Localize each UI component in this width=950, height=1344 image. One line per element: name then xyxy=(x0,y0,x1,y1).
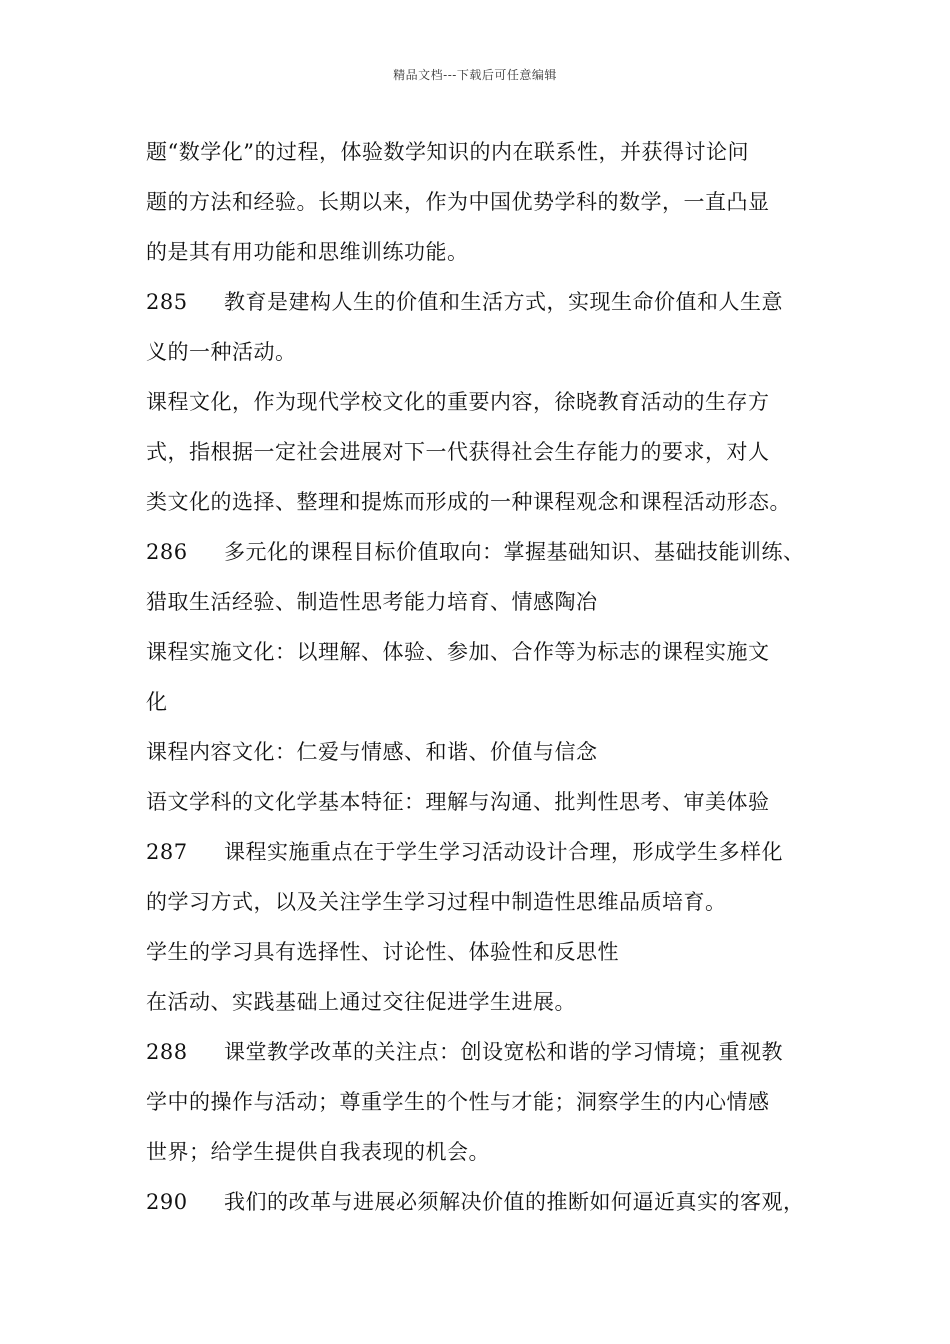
numbered-line xyxy=(146,1182,836,1232)
item-number: 288 xyxy=(146,1040,188,1064)
text-line: 义的一种活动。 xyxy=(146,340,297,364)
text-line: 学生的学习具有选择性、讨论性、体验性和反思性 xyxy=(146,940,619,964)
item-number: 290 xyxy=(146,1190,188,1214)
numbered-line xyxy=(146,282,836,332)
text-line: 的学习方式，以及关注学生学习过程中制造性思维品质培育。 xyxy=(146,890,727,914)
text-line: 的是其有用功能和思维训练功能。 xyxy=(146,240,469,264)
item-text: 课堂教学改革的关注点：创设宽松和谐的学习情境；重视教 xyxy=(224,1040,783,1064)
text-line: 课程实施文化：以理解、体验、参加、合作等为标志的课程实施文 xyxy=(146,640,770,664)
text-line: 式，指根据一定社会进展对下一代获得社会生存能力的要求，对人 xyxy=(146,440,770,464)
item-number: 287 xyxy=(146,840,188,864)
text-line: 类文化的选择、整理和提炼而形成的一种课程观念和课程活动形态。 xyxy=(146,490,791,514)
text-line: 题的方法和经验。长期以来，作为中国优势学科的数学，一直凸显 xyxy=(146,190,770,214)
numbered-line xyxy=(146,1032,836,1082)
item-number: 285 xyxy=(146,290,188,314)
text-line: 化 xyxy=(146,690,168,714)
item-number: 286 xyxy=(146,540,188,564)
text-line: 猎取生活经验、制造性思考能力培育、情感陶冶 xyxy=(146,590,598,614)
text-line: 在活动、实践基础上通过交往促进学生进展。 xyxy=(146,990,576,1014)
item-text: 多元化的课程目标价值取向：掌握基础知识、基础技能训练、 xyxy=(224,540,805,564)
document-body xyxy=(146,132,836,1232)
text-line: 课程文化，作为现代学校文化的重要内容，徐晓教育活动的生存方 xyxy=(146,390,770,414)
text-line: 题“数学化”的过程，体验数学知识的内在联系性，并获得讨论问 xyxy=(146,140,749,164)
text-line: 语文学科的文化学基本特征：理解与沟通、批判性思考、审美体验 xyxy=(146,790,770,814)
item-text: 我们的改革与进展必须解决价值的推断如何逼近真实的客观， xyxy=(224,1190,805,1214)
item-text: 教育是建构人生的价值和生活方式，实现生命价值和人生意 xyxy=(224,290,783,314)
text-line: 世界；给学生提供自我表现的机会。 xyxy=(146,1140,490,1164)
numbered-line xyxy=(146,532,836,582)
text-line: 学中的操作与活动；尊重学生的个性与才能；洞察学生的内心情感 xyxy=(146,1090,770,1114)
page-header: 精品文档---下载后可任意编辑 xyxy=(393,68,557,82)
numbered-line xyxy=(146,832,836,882)
item-text: 课程实施重点在于学生学习活动设计合理，形成学生多样化 xyxy=(224,840,783,864)
text-line: 课程内容文化：仁爱与情感、和谐、价值与信念 xyxy=(146,740,598,764)
